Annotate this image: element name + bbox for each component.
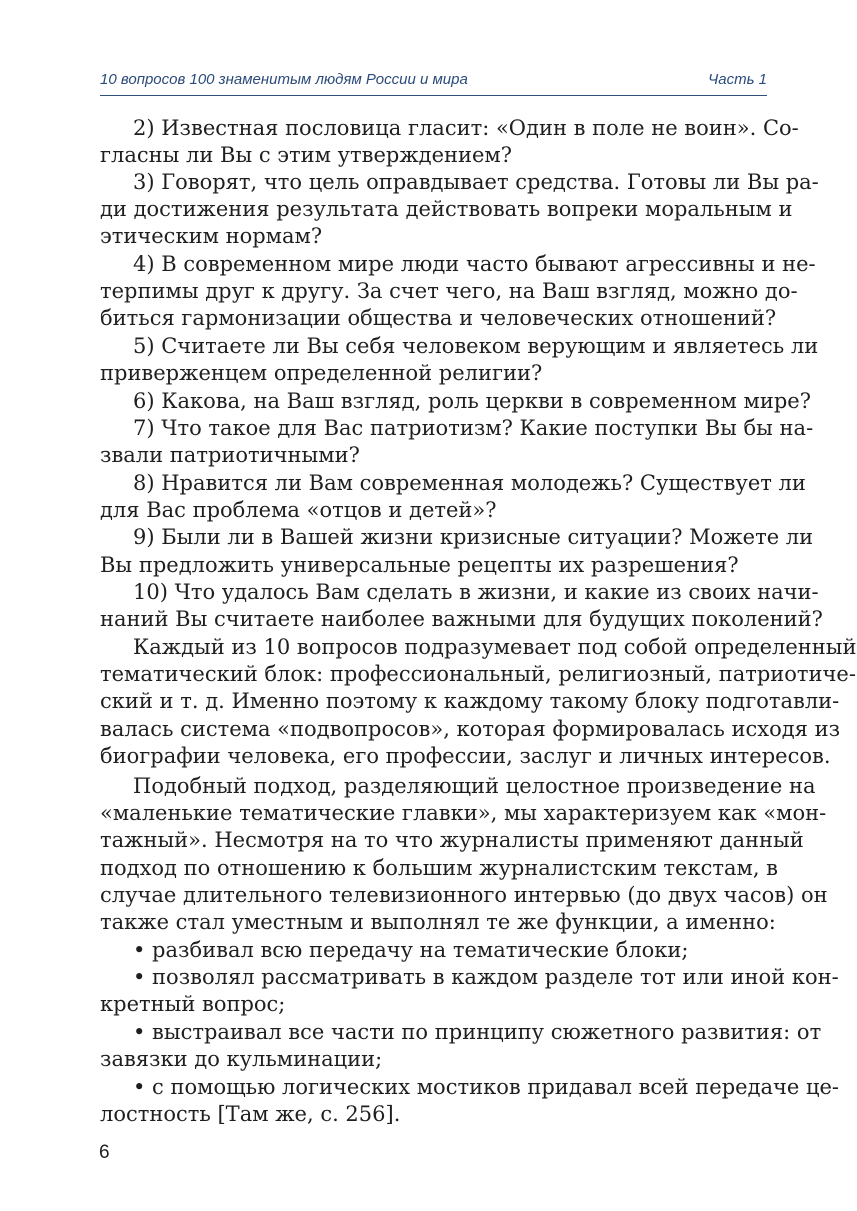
text-line: завязки до кульминации; [100, 1047, 383, 1071]
text-line: 10) Что удалось Вам сделать в жизни, и какие из своих начи- [133, 580, 819, 604]
running-header [100, 71, 767, 96]
text-line: Каждый из 10 вопросов подразумевает под собой определенный [133, 635, 857, 659]
text-line: ский и т. д. Именно поэтому к каждому такому блоку подготавли- [100, 689, 840, 713]
bullet-line: • с помощью логических мостиков придавал всей передаче це- [133, 1075, 840, 1099]
text-line: биться гармонизации общества и человеческих отношений? [100, 306, 777, 330]
text-line: 8) Нравится ли Вам современная молодежь? Существует ли [133, 471, 806, 495]
text-line: этическим нормам? [100, 224, 323, 248]
text-line: терпимы друг к другу. За счет чего, на Ваш взгляд, можно до- [100, 279, 798, 303]
text-line: звали патриотичными? [100, 443, 360, 467]
bullet-line: • разбивал всю передачу на тематические блоки; [133, 938, 689, 962]
text-line: валась система «подвопросов», которая формировалась исходя из [100, 717, 841, 741]
text-line: 7) Что такое для Вас патриотизм? Какие поступки Вы бы на- [133, 416, 814, 440]
text-line: гласны ли Вы с этим утверждением? [100, 143, 513, 167]
bullet-line: • позволял рассматривать в каждом разделе тот или иной кон- [133, 965, 839, 989]
text-line: Вы предложить универсальные рецепты их разрешения? [100, 553, 739, 577]
text-line: 9) Были ли в Вашей жизни кризисные ситуации? Можете ли [133, 525, 814, 549]
text-line: для Вас проблема «отцов и детей»? [100, 498, 497, 522]
text-line: «маленькие тематические главки», мы характеризуем как «мон- [100, 801, 827, 825]
book-title: 10 вопросов 100 знаменитым людям России и мира [100, 71, 468, 88]
text-line: 6) Какова, на Ваш взгляд, роль церкви в современном мире? [133, 389, 811, 413]
text-line: подход по отношению к большим журналистским текстам, в [100, 856, 778, 880]
text-line: 4) В современном мире люди часто бывают агрессивны и не- [133, 252, 816, 276]
text-line: наний Вы считаете наиболее важными для будущих поколений? [100, 607, 823, 631]
text-line: тематический блок: профессиональный, религиозный, патриотиче- [100, 662, 856, 686]
text-line: Подобный подход, разделяющий целостное произведение на [133, 774, 816, 798]
text-line: кретный вопрос; [100, 992, 286, 1016]
text-line: тажный». Несмотря на то что журналисты применяют данный [100, 828, 804, 852]
text-line: ди достижения результата действовать вопреки моральным и [100, 197, 793, 221]
text-line: 2) Известная пословица гласит: «Один в поле не воин». Со- [133, 116, 799, 140]
text-line: 5) Считаете ли Вы себя человеком верующим и являетесь ли [133, 334, 819, 358]
page-number: 6 [99, 1142, 110, 1163]
text-line: приверженцем определенной религии? [100, 361, 543, 385]
text-line: также стал уместным и выполнял те же функции, а именно: [100, 910, 776, 934]
text-line: случае длительного телевизионного интервью (до двух часов) он [100, 883, 828, 907]
text-line: биографии человека, его профессии, заслуг и личных интересов. [100, 744, 831, 768]
bullet-line: • выстраивал все части по принципу сюжетного развития: от [133, 1020, 822, 1044]
text-line: лостность [Там же, с. 256]. [100, 1102, 401, 1126]
part-label: Часть 1 [708, 71, 767, 88]
text-line: 3) Говорят, что цель оправдывает средства. Готовы ли Вы ра- [133, 170, 819, 194]
